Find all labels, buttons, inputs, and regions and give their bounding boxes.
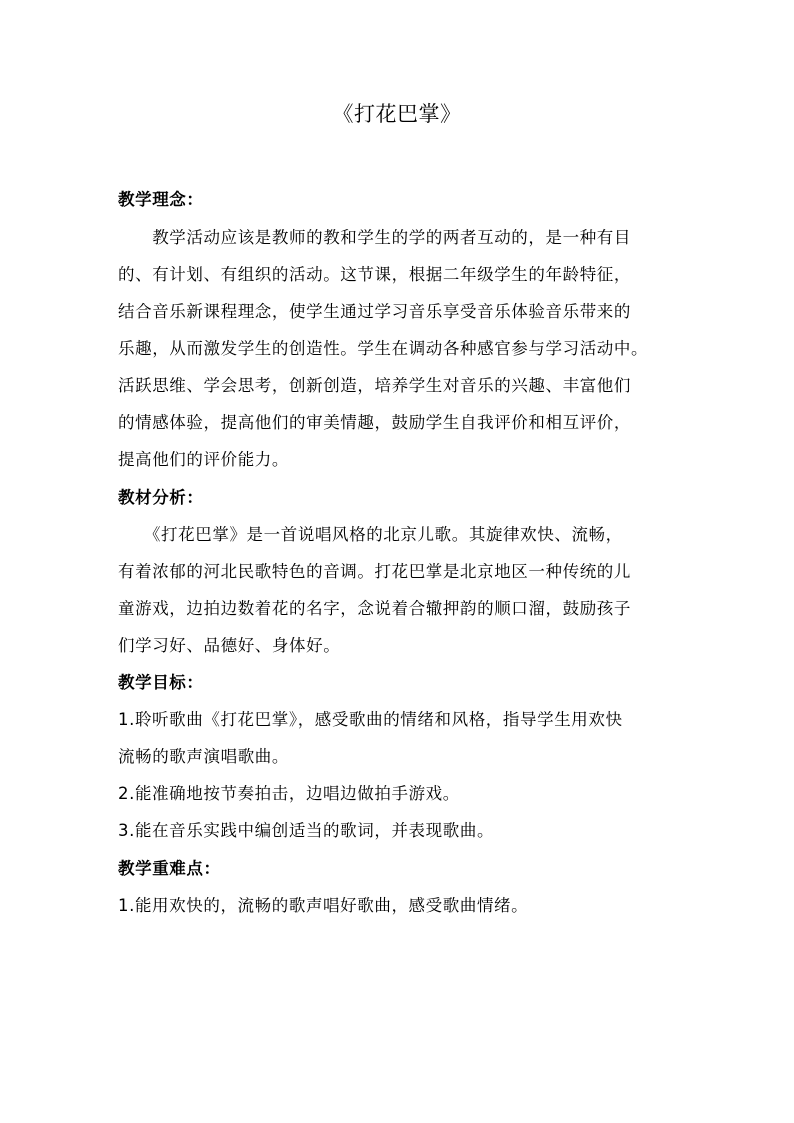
section-heading-analysis: 教材分析： (118, 488, 204, 507)
goals-line-4: 3.能在音乐实践中编创适当的歌词，并表现歌曲。 (118, 821, 495, 840)
goals-line-1: 1.聆听歌曲《打花巴掌》，感受歌曲的情绪和风格，指导学生用欢快 (118, 710, 623, 729)
philosophy-line-3: 结合音乐新课程理念，使学生通过学习音乐享受音乐体验音乐带来的 (118, 302, 631, 321)
philosophy-line-1: 教学活动应该是教师的教和学生的学的两者互动的，是一种有目 (118, 228, 631, 247)
philosophy-line-7: 提高他们的评价能力。 (118, 450, 289, 469)
document-title: 《打花巴掌》 (332, 102, 462, 126)
goals-line-3: 2.能准确地按节奏拍击，边唱边做拍手游戏。 (118, 784, 460, 803)
section-heading-key-points: 教学重难点： (118, 859, 221, 878)
analysis-line-1: 《打花巴掌》是一首说唱风格的北京儿歌。其旋律欢快、流畅， (118, 525, 623, 544)
philosophy-line-4: 乐趣，从而激发学生的创造性。学生在调动各种感官参与学习活动中。 (118, 339, 649, 358)
section-heading-philosophy: 教学理念： (118, 190, 204, 209)
goals-line-2: 流畅的歌声演唱歌曲。 (118, 747, 289, 766)
analysis-line-2: 有着浓郁的河北民歌特色的音调。打花巴掌是北京地区一种传统的儿 (118, 562, 631, 581)
key-points-line-1: 1.能用欢快的，流畅的歌声唱好歌曲，感受歌曲情绪。 (118, 896, 529, 915)
philosophy-line-5: 活跃思维、学会思考，创新创造，培养学生对音乐的兴趣、丰富他们 (118, 376, 631, 395)
philosophy-line-2: 的、有计划、有组织的活动。这节课，根据二年级学生的年龄特征， (118, 265, 631, 284)
section-heading-goals: 教学目标： (118, 673, 204, 692)
philosophy-line-6: 的情感体验，提高他们的审美情趣，鼓励学生自我评价和相互评价， (118, 413, 631, 432)
analysis-line-3: 童游戏，边拍边数着花的名字，念说着合辙押韵的顺口溜，鼓励孩子 (118, 599, 631, 618)
analysis-line-4: 们学习好、品德好、身体好。 (118, 636, 341, 655)
